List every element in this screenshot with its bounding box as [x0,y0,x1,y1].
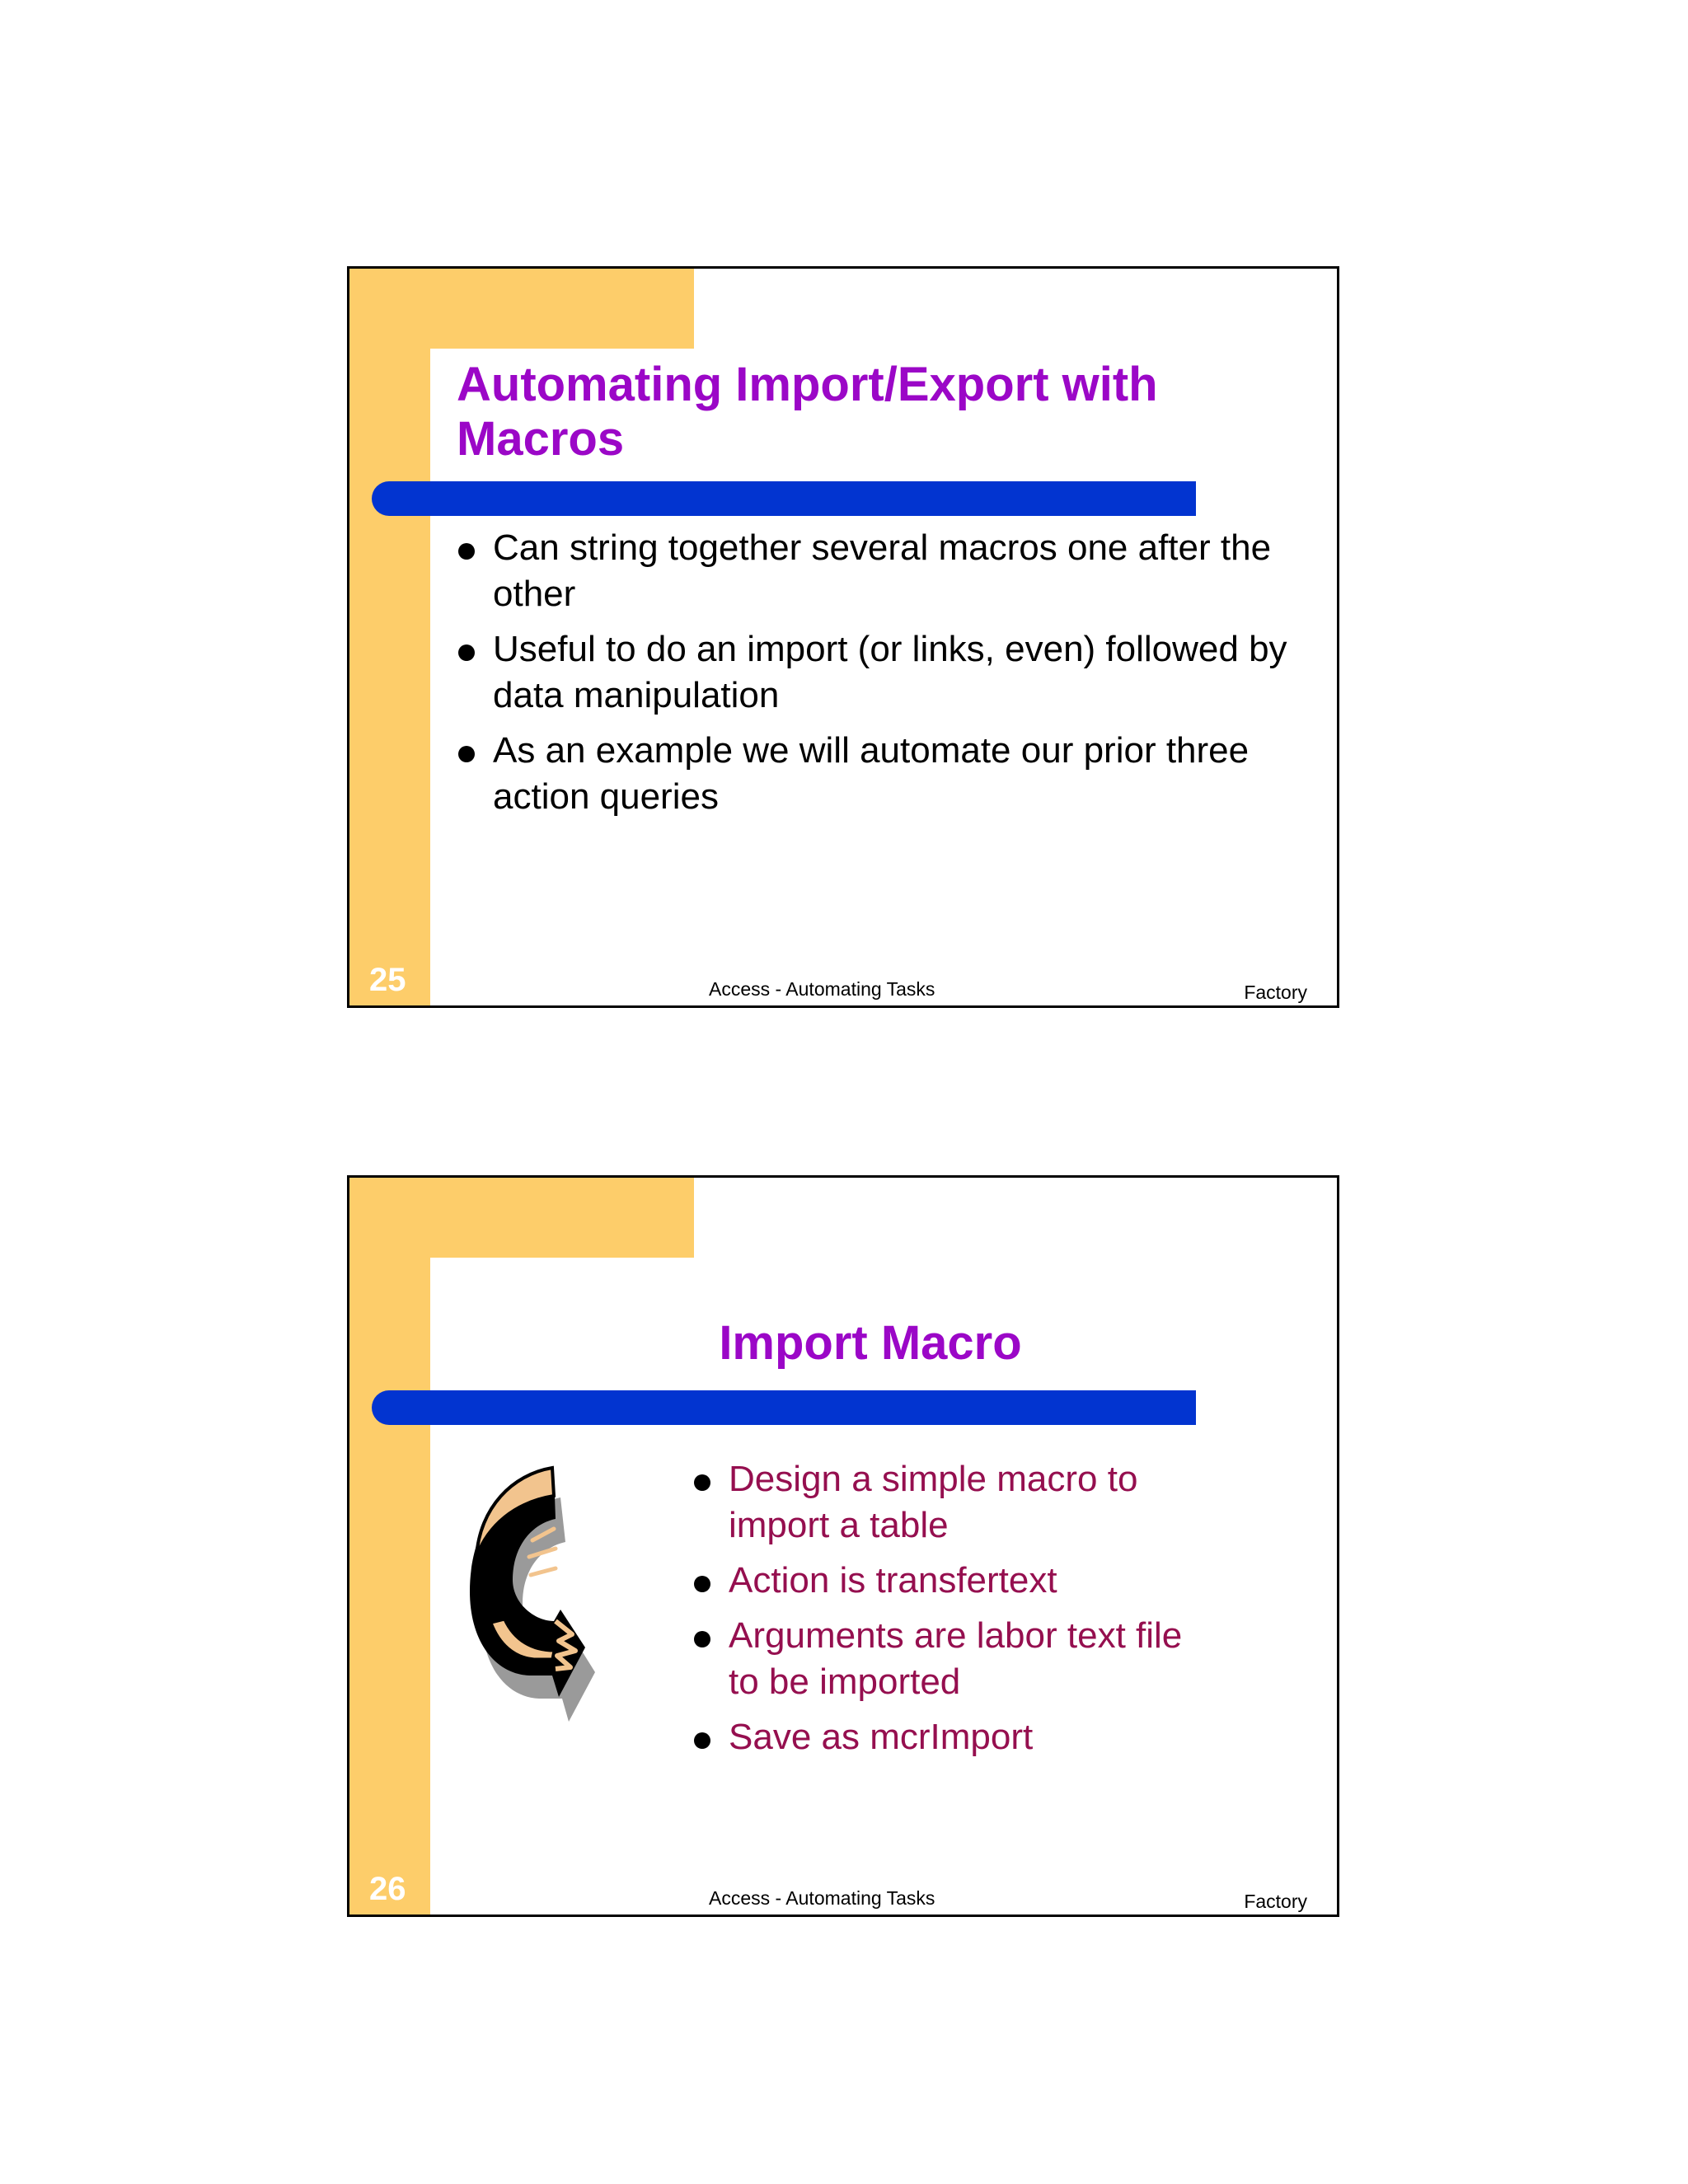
bullet-dot-icon [694,1474,710,1491]
bullet-item: Save as mcrImport [692,1714,1203,1760]
slide-number: 25 [369,962,406,998]
bullet-item: Arguments are labor text file to be imported [692,1613,1203,1705]
title-underline-bar [372,1390,1196,1425]
accent-band-top [349,1178,694,1258]
bullet-dot-icon [694,1732,710,1749]
footer-title: Access - Automating Tasks [709,1887,935,1909]
slide-number: 26 [369,1871,406,1907]
slide-title: Import Macro [719,1316,1022,1370]
bullet-item: As an example we will automate our prior three action queries [457,728,1322,820]
pointing-hand-icon [463,1450,628,1746]
bullet-list [457,525,1322,829]
slide-26 [347,1175,1339,1917]
accent-band-left [349,1178,430,1915]
footer-author: Factory [1244,982,1307,1003]
slide-25 [347,266,1339,1008]
title-underline-bar [372,481,1196,516]
accent-band-left [349,269,430,1005]
slide-title: Automating Import/Export with Macros [457,358,1158,466]
bullet-dot-icon [694,1576,710,1592]
bullet-item: Can string together several macros one after the other [457,525,1322,617]
bullet-dot-icon [694,1631,710,1647]
bullet-item: Useful to do an import (or links, even) followed by data manipulation [457,626,1322,719]
bullet-item: Action is transfertext [692,1558,1203,1604]
bullet-dot-icon [458,644,475,661]
bullet-list [692,1456,1203,1769]
bullet-item: Design a simple macro to import a table [692,1456,1203,1549]
footer-title: Access - Automating Tasks [709,978,935,1000]
bullet-dot-icon [458,543,475,560]
bullet-dot-icon [458,746,475,762]
footer-author: Factory [1244,1891,1307,1912]
accent-band-top [349,269,694,349]
